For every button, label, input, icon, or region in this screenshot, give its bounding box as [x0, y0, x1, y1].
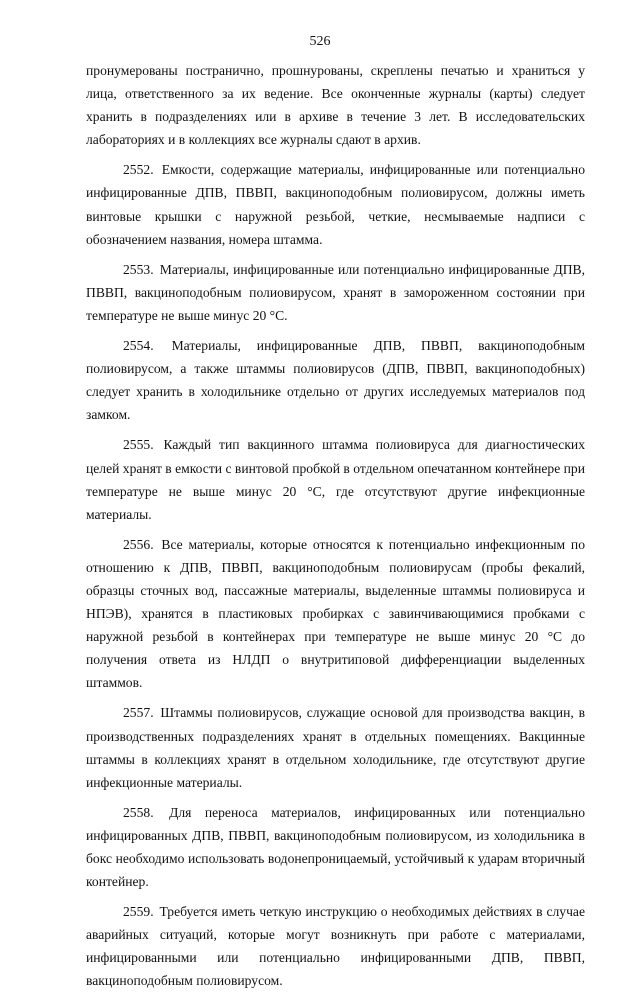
- paragraph-text: Требуется иметь четкую инструкцию о необходимых действиях в случае аварийных ситуаций, которые могут возникнуть при работе с материалами, инфицированными или потенциально инфицированными ДПВ, ПВВП, вакциноподобным полиовирусом.: [86, 904, 585, 989]
- paragraph-number: 2559.: [123, 904, 154, 920]
- paragraph-number: 2553.: [123, 261, 154, 277]
- paragraph-text: Для переноса материалов, инфицированных или потенциально инфицированных ДПВ, ПВВП, вакциноподобным полиовирусом, из холодильника в бокс необходимо использовать водонепроницаемый, устойчивый к ударам вторичный контейнер.: [86, 804, 585, 890]
- paragraph-2556: [86, 533, 585, 695]
- paragraph-number: 2558.: [123, 804, 154, 820]
- paragraph-text: Каждый тип вакцинного штамма полиовируса для диагностических целей хранят в емкости с винтовой пробкой в отдельном опечатанном контейнере при температуре не выше минус 20 °С, где отсутствуют другие инфекционные материалы.: [86, 437, 585, 522]
- document-body: [86, 59, 585, 1000]
- paragraph-text: пронумерованы постранично, прошнурованы, скреплены печатью и храниться у лица, ответственного за их ведение. Все оконченные журналы (карты) следует хранить в подразделениях или в архиве в течение 3 лет. В исследовательских лабораториях и в коллекциях все журналы сдают в архив.: [86, 63, 585, 148]
- paragraph-2554: [86, 334, 585, 426]
- paragraph-2555: [86, 433, 585, 525]
- paragraph-number: 2557.: [123, 705, 154, 721]
- page-number: 526: [309, 34, 331, 49]
- paragraph-number: 2555.: [123, 437, 154, 453]
- paragraph-number: 2556.: [123, 536, 154, 552]
- paragraph-text: Штаммы полиовирусов, служащие основой для производства вакцин, в производственных подразделениях хранят в отдельных помещениях. Вакцинные штаммы в коллекциях хранят в отдельном холодильнике, где отсутствуют другие инфекционные материалы.: [86, 705, 585, 790]
- paragraph-2558: [86, 801, 585, 893]
- paragraph-2559: [86, 900, 585, 992]
- paragraph-text: Материалы, инфицированные ДПВ, ПВВП, вакциноподобным полиовирусом, а также штаммы полиовирусов (ДПВ, ПВВП, вакциноподобных) следует хранить в холодильнике отдельно от других исследуемых материалов под замком.: [86, 338, 585, 423]
- paragraph-text: Материалы, инфицированные или потенциально инфицированные ДПВ, ПВВП, вакциноподобным полиовирусом, хранят в замороженном состоянии при температуре не выше минус 20 °С.: [86, 261, 585, 323]
- paragraph-continued: [86, 59, 585, 151]
- paragraph-text: Емкости, содержащие материалы, инфицированные или потенциально инфицированные ДПВ, ПВВП, вакциноподобным полиовирусом, должны иметь винтовые крышки с наружной резьбой, четкие, несмываемые надписи с обозначением названия, номера штамма.: [86, 162, 585, 247]
- paragraph-number: 2552.: [123, 162, 154, 178]
- paragraph-number: 2554.: [123, 338, 154, 354]
- paragraph-2553: [86, 258, 585, 327]
- paragraph-text: Все материалы, которые относятся к потенциально инфекционным по отношению к ДПВ, ПВВП, вакциноподобным полиовирусам (пробы фекалий, образцы сточных вод, пассажные материалы, выделенные штаммы полиовируса и НПЭВ), хранятся в пластиковых пробирках с завинчивающимися пробками с наружной резьбой в контейнерах при температуре не выше минус 20 °С до получения ответа из НЛДП о внутритиповой дифференциации выделенных штаммов.: [86, 536, 585, 691]
- paragraph-2552: [86, 158, 585, 250]
- paragraph-2557: [86, 701, 585, 793]
